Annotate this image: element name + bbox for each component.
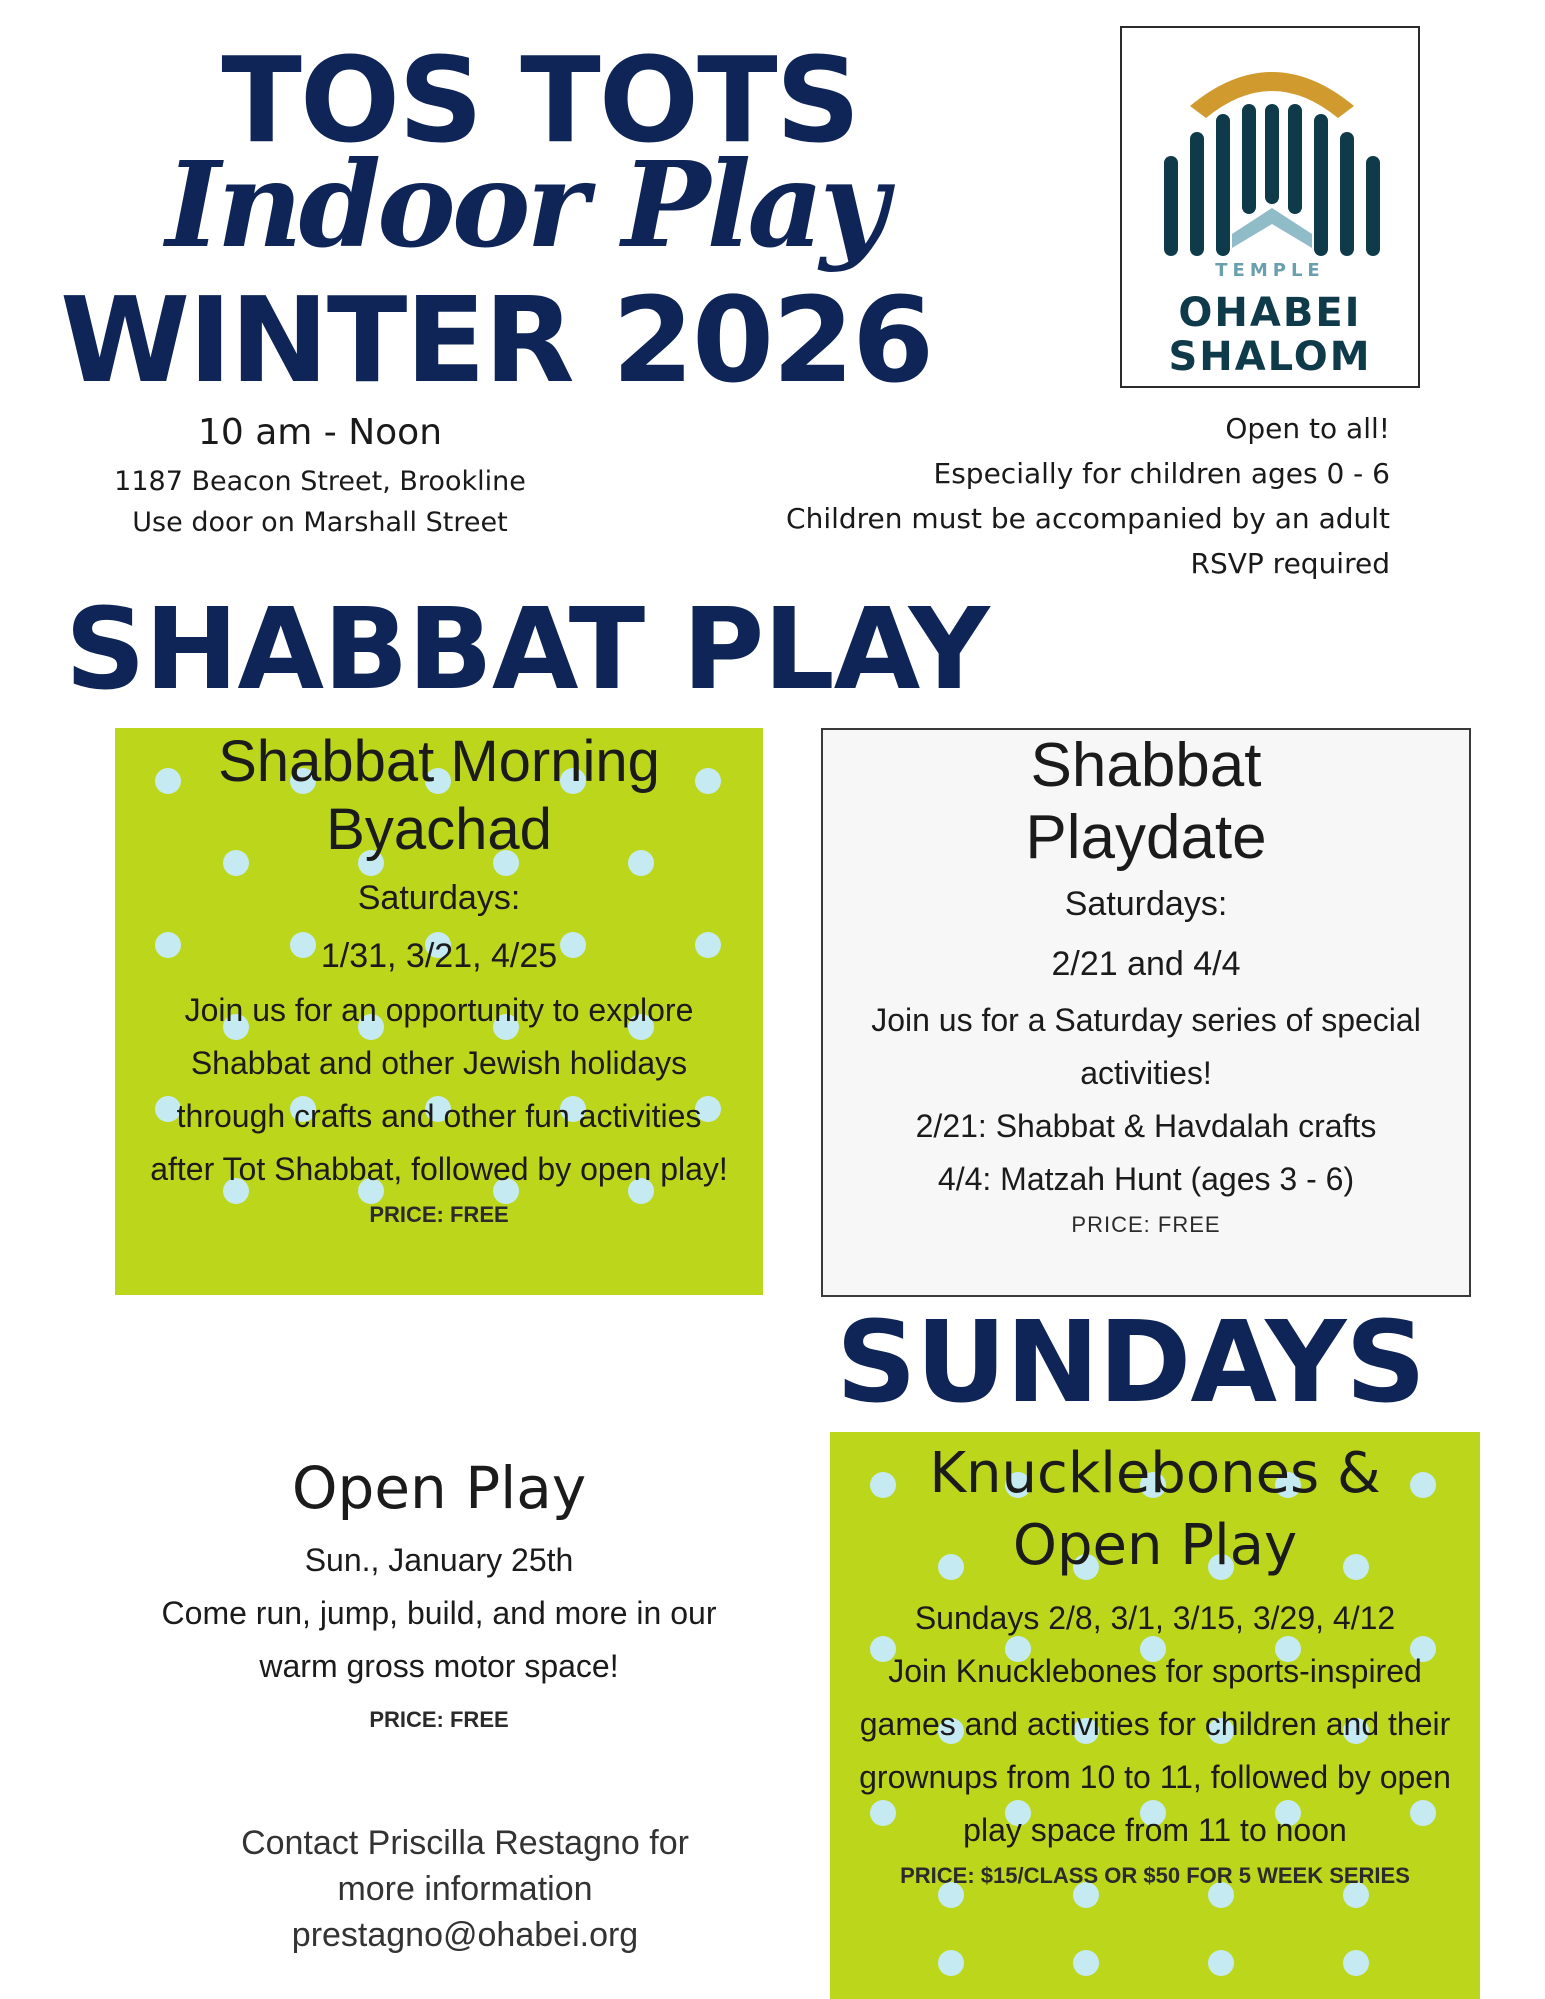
shabbat-morning-dates: 1/31, 3/21, 4/25: [320, 937, 558, 975]
shabbat-morning-desc-2: Shabbat and other Jewish holidays: [190, 1045, 688, 1081]
sundays-heading: SUNDAYS: [836, 1298, 1426, 1428]
shabbat-playdate-desc-2: activities!: [1080, 1055, 1212, 1091]
shabbat-playdate-price: PRICE: FREE: [1071, 1212, 1221, 1237]
ages-text: Especially for children ages 0 - 6: [933, 457, 1390, 490]
shabbat-morning-title-1: Shabbat Morning: [218, 729, 660, 794]
knucklebones-title-1: Knucklebones &: [929, 1441, 1381, 1506]
shabbat-morning-price: PRICE: FREE: [369, 1202, 509, 1227]
temple-logo: [1120, 26, 1420, 388]
shabbat-playdate-item-2: 4/4: Matzah Hunt (ages 3 - 6): [937, 1161, 1355, 1197]
temple-building-icon: [1162, 48, 1382, 258]
knucklebones-title-2: Open Play: [1012, 1513, 1298, 1578]
knucklebones-dates: Sundays 2/8, 3/1, 3/15, 3/29, 4/12: [914, 1600, 1396, 1636]
accompanied-text: Children must be accompanied by an adult: [786, 502, 1390, 535]
knucklebones-price: PRICE: $15/CLASS OR $50 FOR 5 WEEK SERIES: [900, 1863, 1410, 1888]
shabbat-morning-card: [115, 728, 763, 1295]
open-play-desc-1: Come run, jump, build, and more in our: [161, 1595, 717, 1631]
address-text: 1187 Beacon Street, Brookline: [114, 466, 526, 497]
title-indoor-play: Indoor Play: [165, 135, 885, 274]
shabbat-morning-desc-1: Join us for an opportunity to explore: [184, 992, 694, 1028]
shabbat-playdate-dates: 2/21 and 4/4: [1051, 945, 1241, 983]
contact-line-1: Contact Priscilla Restagno for: [241, 1824, 689, 1862]
rsvp-text: RSVP required: [1190, 547, 1390, 580]
shabbat-morning-title-2: Byachad: [326, 797, 552, 862]
shabbat-play-heading: SHABBAT PLAY: [65, 585, 989, 715]
open-to-all-text: Open to all!: [1225, 412, 1390, 445]
shabbat-playdate-title-1: Shabbat: [1030, 731, 1262, 800]
contact-block: [115, 1820, 815, 1958]
knucklebones-desc-4: play space from 11 to noon: [963, 1812, 1347, 1848]
logo-temple-text: TEMPLE: [1215, 260, 1325, 281]
knucklebones-desc-3: grownups from 10 to 11, followed by open: [859, 1759, 1451, 1795]
knucklebones-desc-1: Join Knucklebones for sports-inspired: [888, 1653, 1422, 1689]
shabbat-morning-day: Saturdays:: [357, 879, 521, 917]
shabbat-playdate-title-2: Playdate: [1025, 803, 1267, 872]
open-play-price: PRICE: FREE: [369, 1707, 509, 1732]
shabbat-morning-desc-4: after Tot Shabbat, followed by open play!: [150, 1151, 728, 1187]
knucklebones-card: [830, 1432, 1480, 1999]
shabbat-morning-desc-3: through crafts and other fun activities: [176, 1098, 702, 1134]
contact-email[interactable]: prestagno@ohabei.org: [291, 1916, 639, 1954]
door-text: Use door on Marshall Street: [132, 507, 508, 538]
shabbat-playdate-item-1: 2/21: Shabbat & Havdalah crafts: [915, 1108, 1377, 1144]
open-play-desc-2: warm gross motor space!: [259, 1648, 619, 1684]
open-play-date: Sun., January 25th: [304, 1542, 574, 1578]
shabbat-playdate-card: [821, 728, 1471, 1297]
title-winter-2026: WINTER 2026: [60, 271, 933, 409]
time-text: 10 am - Noon: [197, 412, 443, 453]
title-tos-tots: TOS TOTS: [221, 31, 859, 169]
open-play-section: [115, 1448, 763, 1733]
shabbat-playdate-desc-1: Join us for a Saturday series of special: [871, 1002, 1421, 1038]
logo-name-line1: OHABEI: [1178, 290, 1362, 336]
knucklebones-desc-2: games and activities for children and their: [859, 1706, 1451, 1742]
logo-name-line2: SHALOM: [1168, 334, 1372, 380]
shabbat-playdate-day: Saturdays:: [1064, 885, 1228, 923]
contact-line-2: more information: [337, 1870, 593, 1908]
open-play-title: Open Play: [291, 1454, 587, 1522]
